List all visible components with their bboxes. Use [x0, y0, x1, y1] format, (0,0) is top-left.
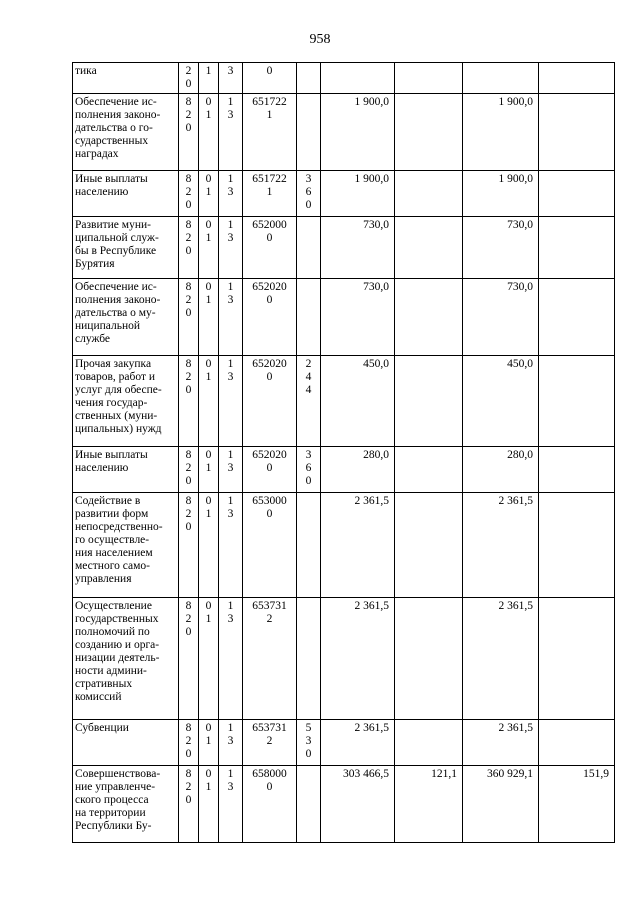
amount-2: 2 361,5	[463, 598, 539, 720]
amount-2: 730,0	[463, 279, 539, 356]
amount-1: 280,0	[321, 447, 395, 493]
row-name: Субвенции	[73, 720, 179, 766]
code-section: 1	[199, 63, 219, 94]
code-expense-type: 3 6 0	[297, 171, 321, 217]
code-subsection: 1 3	[219, 598, 243, 720]
code-subsection: 1 3	[219, 766, 243, 843]
code-section: 0 1	[199, 279, 219, 356]
row-name: Содействие в развитии форм непосредственно- го осуществле- ния населением местного само- управления	[73, 493, 179, 598]
share-2: 151,9	[539, 766, 615, 843]
code-expense-type	[297, 94, 321, 171]
code-expense-type: 3 6 0	[297, 447, 321, 493]
row-name: Совершенствова- ние управленче- ского процесса на территории Республики Бу-	[73, 766, 179, 843]
amount-1: 1 900,0	[321, 171, 395, 217]
amount-2: 360 929,1	[463, 766, 539, 843]
row-name: тика	[73, 63, 179, 94]
code-section: 0 1	[199, 598, 219, 720]
code-expense-type	[297, 493, 321, 598]
code-section: 0 1	[199, 171, 219, 217]
share-2	[539, 217, 615, 279]
code-subsection: 1 3	[219, 493, 243, 598]
code-expense-type	[297, 217, 321, 279]
share-2	[539, 94, 615, 171]
code-ministry: 8 2 0	[179, 217, 199, 279]
code-target: 658000 0	[243, 766, 297, 843]
code-ministry: 8 2 0	[179, 720, 199, 766]
table-row	[73, 356, 615, 447]
amount-2: 730,0	[463, 217, 539, 279]
row-name: Развитие муни- ципальной служ- бы в Республике Бурятия	[73, 217, 179, 279]
share-1	[395, 94, 463, 171]
code-subsection: 1 3	[219, 279, 243, 356]
amount-2: 2 361,5	[463, 493, 539, 598]
code-target: 0	[243, 63, 297, 94]
share-1	[395, 598, 463, 720]
table-row	[73, 63, 615, 94]
code-section: 0 1	[199, 217, 219, 279]
share-1	[395, 171, 463, 217]
code-expense-type: 5 3 0	[297, 720, 321, 766]
amount-2: 2 361,5	[463, 720, 539, 766]
code-subsection: 1 3	[219, 171, 243, 217]
table-row	[73, 766, 615, 843]
row-name: Осуществление государственных полномочий по созданию и орга- низации деятель- ности админи- стративных комиссий	[73, 598, 179, 720]
code-target: 652020 0	[243, 356, 297, 447]
amount-1: 2 361,5	[321, 720, 395, 766]
amount-1: 1 900,0	[321, 94, 395, 171]
code-ministry: 8 2 0	[179, 447, 199, 493]
row-name: Иные выплаты населению	[73, 171, 179, 217]
share-2	[539, 720, 615, 766]
share-1: 121,1	[395, 766, 463, 843]
amount-2: 1 900,0	[463, 94, 539, 171]
code-subsection: 1 3	[219, 94, 243, 171]
table-row	[73, 171, 615, 217]
budget-table	[72, 62, 615, 843]
code-target: 652000 0	[243, 217, 297, 279]
row-name: Прочая закупка товаров, работ и услуг для обеспе- чения государ- ственных (муни- ципальных) нужд	[73, 356, 179, 447]
share-2	[539, 171, 615, 217]
code-ministry: 8 2 0	[179, 766, 199, 843]
code-ministry: 8 2 0	[179, 279, 199, 356]
code-target: 653000 0	[243, 493, 297, 598]
code-target: 651722 1	[243, 94, 297, 171]
code-section: 0 1	[199, 94, 219, 171]
code-section: 0 1	[199, 720, 219, 766]
page-number: 958	[309, 32, 331, 47]
table-row	[73, 279, 615, 356]
amount-1: 303 466,5	[321, 766, 395, 843]
code-subsection: 1 3	[219, 720, 243, 766]
amount-2: 280,0	[463, 447, 539, 493]
share-1	[395, 279, 463, 356]
amount-1: 2 361,5	[321, 493, 395, 598]
share-1	[395, 493, 463, 598]
code-target: 651722 1	[243, 171, 297, 217]
share-2	[539, 63, 615, 94]
table-row	[73, 493, 615, 598]
share-1	[395, 720, 463, 766]
table-row	[73, 598, 615, 720]
amount-1	[321, 63, 395, 94]
amount-1: 730,0	[321, 217, 395, 279]
amount-1: 2 361,5	[321, 598, 395, 720]
code-expense-type	[297, 279, 321, 356]
code-subsection: 1 3	[219, 356, 243, 447]
code-target: 652020 0	[243, 279, 297, 356]
code-subsection: 3	[219, 63, 243, 94]
amount-1: 450,0	[321, 356, 395, 447]
share-2	[539, 493, 615, 598]
share-1	[395, 63, 463, 94]
share-1	[395, 447, 463, 493]
code-section: 0 1	[199, 493, 219, 598]
share-1	[395, 217, 463, 279]
code-ministry: 8 2 0	[179, 171, 199, 217]
share-2	[539, 598, 615, 720]
table-row	[73, 94, 615, 171]
code-ministry: 8 2 0	[179, 598, 199, 720]
code-expense-type	[297, 63, 321, 94]
row-name: Обеспечение ис- полнения законо- дательства о му- ниципальной службе	[73, 279, 179, 356]
code-section: 0 1	[199, 447, 219, 493]
amount-1: 730,0	[321, 279, 395, 356]
code-subsection: 1 3	[219, 447, 243, 493]
code-target: 653731 2	[243, 598, 297, 720]
share-1	[395, 356, 463, 447]
code-ministry: 8 2 0	[179, 94, 199, 171]
code-expense-type	[297, 598, 321, 720]
share-2	[539, 279, 615, 356]
row-name: Иные выплаты населению	[73, 447, 179, 493]
code-target: 653731 2	[243, 720, 297, 766]
share-2	[539, 447, 615, 493]
code-section: 0 1	[199, 356, 219, 447]
amount-2	[463, 63, 539, 94]
table-row	[73, 217, 615, 279]
table-row	[73, 720, 615, 766]
code-target: 652020 0	[243, 447, 297, 493]
table-row	[73, 447, 615, 493]
code-section: 0 1	[199, 766, 219, 843]
code-ministry: 8 2 0	[179, 356, 199, 447]
share-2	[539, 356, 615, 447]
code-expense-type	[297, 766, 321, 843]
row-name: Обеспечение ис- полнения законо- дательства о го- сударственных наградах	[73, 94, 179, 171]
code-expense-type: 2 4 4	[297, 356, 321, 447]
code-subsection: 1 3	[219, 217, 243, 279]
amount-2: 1 900,0	[463, 171, 539, 217]
amount-2: 450,0	[463, 356, 539, 447]
code-ministry: 2 0	[179, 63, 199, 94]
code-ministry: 8 2 0	[179, 493, 199, 598]
